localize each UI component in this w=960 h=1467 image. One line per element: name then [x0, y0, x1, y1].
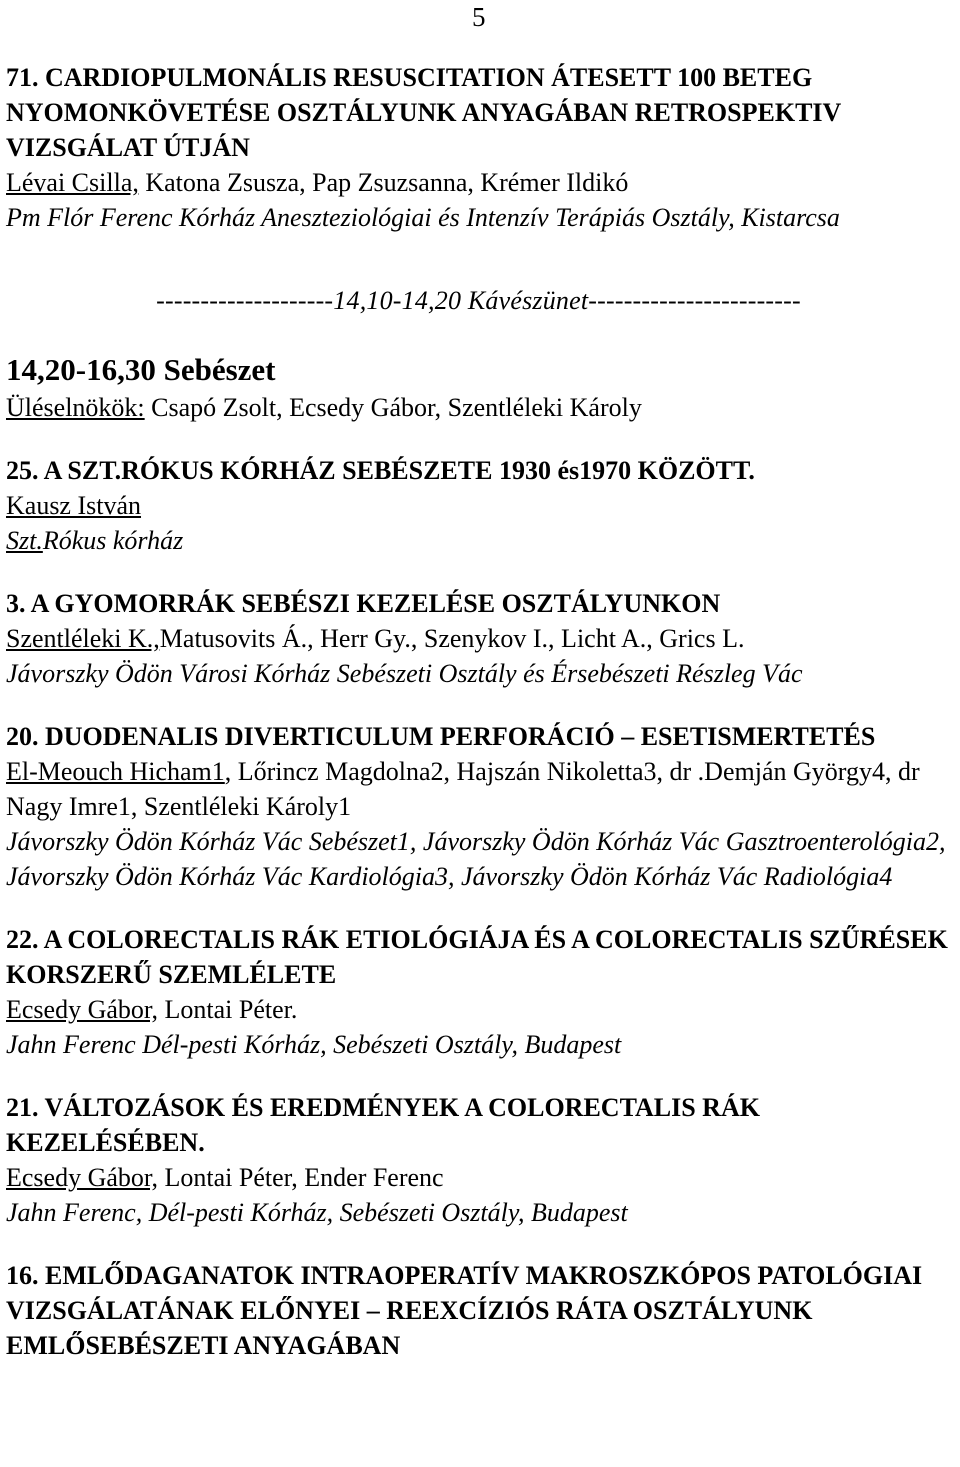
institution-underlined: Szt. — [6, 526, 43, 555]
abstract-title: 16. EMLŐDAGANATOK INTRAOPERATÍV MAKROSZKÓPOS PATOLÓGIAI VIZSGÁLATÁNAK ELŐNYEI – REEXCÍZIÓS RÁTA OSZTÁLYUNK EMLŐSEBÉSZETI ANYAGÁBAN — [6, 1261, 923, 1360]
abstract-institution: Jávorszky Ödön Városi Kórház Sebészeti Osztály és Érsebészeti Részleg Vác — [6, 659, 803, 688]
co-authors: Katona Zsusza, Pap Zsuzsanna, Krémer Ildikó — [138, 168, 629, 197]
presenting-author: Szentléleki K., — [6, 624, 160, 653]
abstract-title: 71. CARDIOPULMONÁLIS RESUSCITATION ÁTESETT 100 BETEG NYOMONKÖVETÉSE OSZTÁLYUNK ANYAGÁBAN RETROSPEKTIV VIZSGÁLAT ÚTJÁN — [6, 63, 841, 162]
abstract-authors — [6, 992, 951, 1027]
abstract-authors — [6, 165, 951, 200]
abstract-authors — [6, 754, 951, 824]
session-chairs — [6, 390, 951, 425]
abstract-institution: Jávorszky Ödön Kórház Vác Sebészet1, Jávorszky Ödön Kórház Vác Gasztroenterológia2, Jávorszky Ödön Kórház Vác Kardiológia3, Jávorszky Ödön Kórház Vác Radiológia4 — [6, 827, 946, 891]
chairs-names: Csapó Zsolt, Ecsedy Gábor, Szentléleki Károly — [144, 393, 642, 422]
abstract-institution: Jahn Ferenc, Dél-pesti Kórház, Sebészeti Osztály, Budapest — [6, 1198, 628, 1227]
presenting-author: El-Meouch Hicham1 — [6, 757, 225, 786]
co-authors: , Lőrincz Magdolna2, Hajszán Nikoletta3, dr .Demján György4, dr Nagy Imre1, Szentléleki Károly1 — [6, 757, 920, 821]
abstract-20 — [6, 719, 951, 894]
abstract-authors — [6, 621, 951, 656]
abstract-institution — [6, 523, 951, 558]
abstract-16 — [6, 1258, 951, 1363]
abstract-title: 22. A COLORECTALIS RÁK ETIOLÓGIÁJA ÉS A COLORECTALIS SZŰRÉSEK KORSZERŰ SZEMLÉLETE — [6, 925, 948, 989]
page-number: 5 — [472, 2, 486, 32]
abstract-institution: Jahn Ferenc Dél-pesti Kórház, Sebészeti Osztály, Budapest — [6, 1030, 622, 1059]
session-title: 14,20-16,30 Sebészet — [6, 352, 276, 387]
coffee-break: --------------------14,10-14,20 Kávészünet------------------------ — [156, 286, 801, 315]
abstract-title: 21. VÁLTOZÁSOK ÉS EREDMÉNYEK A COLORECTALIS RÁK KEZELÉSÉBEN. — [6, 1093, 760, 1157]
institution-rest: Rókus kórház — [42, 526, 184, 555]
co-authors: Lontai Péter. — [158, 995, 298, 1024]
abstract-21 — [6, 1090, 951, 1230]
presenting-author: Ecsedy Gábor, — [6, 995, 159, 1024]
abstract-title: 25. A SZT.RÓKUS KÓRHÁZ SEBÉSZETE 1930 és1970 KÖZÖTT. — [6, 456, 755, 485]
presenting-author: Lévai Csilla, — [6, 168, 139, 197]
session-surgery — [6, 350, 951, 425]
presenting-author: Ecsedy Gábor, — [6, 1163, 159, 1192]
abstract-22 — [6, 922, 951, 1062]
program-content — [6, 60, 951, 1363]
abstract-71 — [6, 60, 951, 235]
co-authors: Matusovits Á., Herr Gy., Szenykov I., Licht A., Grics L. — [159, 624, 745, 653]
abstract-25 — [6, 453, 951, 558]
abstract-title: 3. A GYOMORRÁK SEBÉSZI KEZELÉSE OSZTÁLYUNKON — [6, 589, 721, 618]
abstract-authors — [6, 1160, 951, 1195]
chairs-label: Üléselnökök: — [6, 393, 145, 422]
presenting-author: Kausz István — [6, 491, 142, 520]
abstract-institution: Pm Flór Ferenc Kórház Aneszteziológiai és Intenzív Terápiás Osztály, Kistarcsa — [6, 203, 840, 232]
abstract-authors — [6, 488, 951, 523]
abstract-title: 20. DUODENALIS DIVERTICULUM PERFORÁCIÓ – ESETISMERTETÉS — [6, 722, 876, 751]
co-authors: Lontai Péter, Ender Ferenc — [158, 1163, 444, 1192]
abstract-3 — [6, 586, 951, 691]
